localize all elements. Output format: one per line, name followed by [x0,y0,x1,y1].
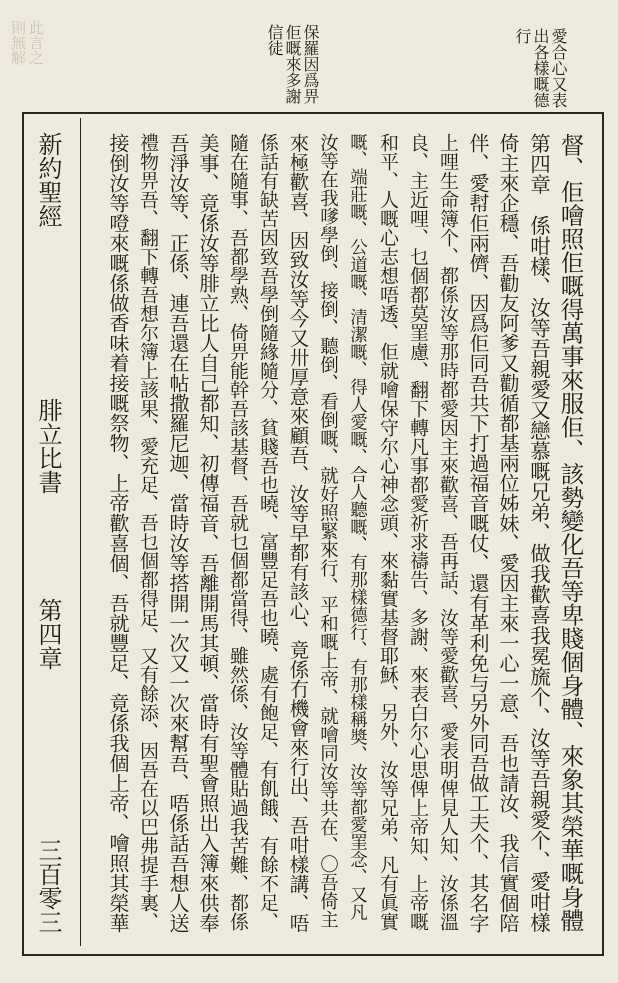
text-column: 美事、竟係汝等腓立比人自己都知、初傳福音、吾離開馬其頓、當時有聖會照出入簿來供奉 [196,133,220,933]
bleed-line: 此言之 [27,20,45,65]
chapter-number: 第四章 [34,598,62,670]
headnote-line: 佢嘅來多謝 [283,24,302,104]
headnote-line: 信徒 [265,24,284,56]
chapter-book-name: 腓立比書 [34,398,62,494]
headnote-line: 愛合心又表 [549,28,568,108]
text-column: 督、佢噲照佢嘅得萬事來服佢、該勢變化吾等卑賤個身體、來象其榮華嘅身體 [556,133,585,932]
text-column: 係話有缺苦因致吾學倒隨緣隨分、貧賤吾也曉、富豐足吾也曉、處有飽足、有飢餓、有餘不足、 [257,133,279,931]
text-column: 倚主來企穩、吾勸友阿爹又勸循都基兩位姊妹、愛因主來一心一意、吾也請汝、我信實個陪 [496,133,520,933]
text-column: 來極歡喜、因致汝等今又卅厚意來顧吾、汝等早都有該心、竟係冇機會來行出、吾咁樣講、唔 [286,133,310,933]
text-column: 吾淨汝等、正係、連吾還在帖撒羅尼迦、當時汝等搭開一次又一次來幫吾、唔係話吾想人送 [166,133,190,933]
text-column: 禮物畀吾、翻下轉吾想尔簿上該果、愛充足、吾乜個都得足、又有餘添、因吾在以巴弗提手裏、 [137,133,159,931]
text-column: 和平、人嘅心志想唔透、佢就噲保守尔心神念頭、來黏實基督耶穌、另外、汝等兄弟、凡有眞實 [377,133,399,931]
text-column: 接倒汝等噔來嘅係做香味着接嘅祭物、上帝歡喜個、吾就豐足、竟係我個上帝、噲照其榮華 [106,133,130,933]
text-column: 良、主近哩、乜個都莫罣慮、翻下轉凡事都愛祈求禱告、多謝、來表白尔心思俾上帝知、上帝嘅 [407,133,429,931]
faded-bleed-through-text [10,20,25,65]
bleed-line: 則無解 [9,20,27,65]
headnote-line: 出各樣嘅德 [531,28,550,108]
text-column: 汝等在我嗲學倒、接倒、聽倒、看倒嘅、就好照緊來行、平和嘅上帝、就噲同汝等共在、〇吾倚主 [317,133,339,929]
text-column: 伴、愛幇佢兩儕、因爲佢同吾共下打過福音嘅仗、還有革利免与另外同吾做工夫个、其名字 [466,133,490,933]
page-number: 三百零三 [34,838,62,934]
headnote-line: 行 [513,28,532,44]
text-column: 隨在隨事、吾都學熟、倚畀能幹吾該基督、吾就乜個都當得、雖然係、汝等體貼過我苦難、都係 [227,133,249,931]
text-column: 嘅、端莊嘅、公道嘅、清潔嘅、得人愛嘅、合人聽嘅、有那樣德行、有那樣稱奬、汝等都愛罣念、又凡 [347,133,368,921]
headnote-line: 保羅因爲畀 [301,24,320,104]
faded-bleed-through-text [28,20,43,65]
text-column: 上哩生命簿个、都係汝等那時都愛因主來歡喜、吾再話、汝等愛歡喜、愛表明俾見人知、汝係溫 [437,133,459,931]
book-title: 新約聖經 [34,132,62,228]
text-column: 第四章 係咁樣、汝等吾親愛又戀慕嘅兄弟、做我歡喜我冕旒个、汝等吾親愛个、愛咁樣 [526,133,551,933]
